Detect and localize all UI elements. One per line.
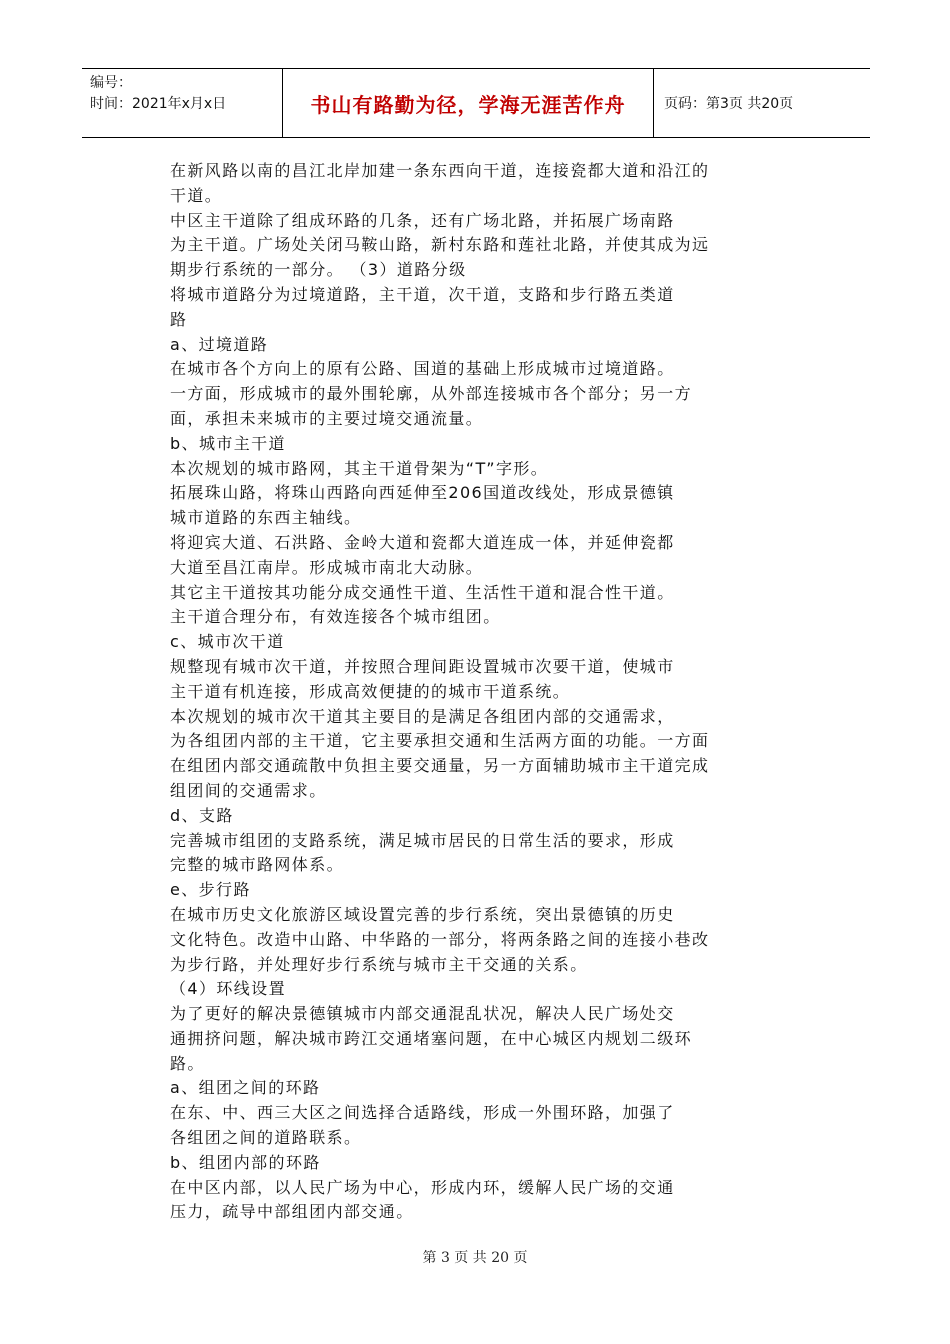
body-line: 面，承担未来城市的主要过境交通流量。 [170, 408, 484, 428]
body-line: 在东、中、西三大区之间选择合适路线，形成一外围环路，加强了 [170, 1103, 675, 1123]
body-line: 在城市历史文化旅游区域设置完善的步行系统，突出景德镇的历史 [170, 904, 675, 924]
body-line: a、过境道路 [170, 334, 269, 354]
body-line: 本次规划的城市次干道其主要目的是满足各组团内部的交通需求， [170, 706, 675, 726]
body-line: 期步行系统的一部分。 （3）道路分级 [170, 260, 467, 280]
body-line: 为主干道。广场处关闭马鞍山路，新村东路和莲社北路，并使其成为远 [170, 235, 710, 255]
document-body [170, 159, 782, 1225]
body-line: 中区主干道除了组成环路的几条，还有广场北路，并拓展广场南路 [170, 210, 675, 230]
body-line: 城市道路的东西主轴线。 [170, 508, 362, 528]
page-footer: 第 3 页 共 20 页 [422, 1250, 528, 1266]
body-line: 主干道有机连接，形成高效便捷的的城市干道系统。 [170, 681, 571, 701]
header-page-code: 页码：第3页 共20页 [664, 96, 794, 112]
body-line: 各组团之间的道路联系。 [170, 1128, 362, 1148]
body-line: 在组团内部交通疏散中负担主要交通量，另一方面辅助城市主干道完成 [170, 756, 710, 776]
body-line: 压力，疏导中部组团内部交通。 [170, 1202, 414, 1222]
body-line: e、步行路 [170, 880, 251, 900]
body-line: 大道至昌江南岸。形成城市南北大动脉。 [170, 557, 484, 577]
body-line: 完整的城市路网体系。 [170, 855, 345, 875]
body-line: （4）环线设置 [170, 979, 286, 999]
body-line: c、城市次干道 [170, 632, 285, 652]
body-line: 主干道合理分布，有效连接各个城市组团。 [170, 607, 501, 627]
header-meta [82, 69, 282, 137]
header-motto: 书山有路勤为径，学海无涯苦作舟 [310, 92, 626, 117]
body-line: 干道。 [170, 185, 223, 205]
body-line: 为各组团内部的主干道，它主要承担交通和生活两方面的功能。一方面 [170, 731, 710, 751]
body-line: 在中区内部，以人民广场为中心，形成内环，缓解人民广场的交通 [170, 1177, 675, 1197]
body-line: 在新风路以南的昌江北岸加建一条东西向干道，连接瓷都大道和沿江的 [170, 161, 710, 180]
document-number-label: 编号： [90, 75, 132, 91]
body-line: 通拥挤问题，解决城市跨江交通堵塞问题，在中心城区内规划二级环 [170, 1028, 693, 1048]
body-line: 本次规划的城市路网，其主干道骨架为“T”字形。 [170, 458, 549, 478]
body-line: 在城市各个方向上的原有公路、国道的基础上形成城市过境道路。 [170, 359, 675, 379]
body-line: 将迎宾大道、石洪路、金岭大道和瓷都大道连成一体，并延伸瓷都 [170, 532, 675, 552]
body-line: a、组团之间的环路 [170, 1078, 321, 1098]
body-line: 完善城市组团的支路系统，满足城市居民的日常生活的要求，形成 [170, 830, 675, 850]
body-line: 路 [170, 309, 188, 329]
body-line: 为了更好的解决景德镇城市内部交通混乱状况，解决人民广场处交 [170, 1004, 675, 1024]
body-line: 其它主干道按其功能分成交通性干道、生活性干道和混合性干道。 [170, 582, 675, 602]
body-line: 一方面，形成城市的最外围轮廓，从外部连接城市各个部分；另一方 [170, 384, 693, 404]
page-header [82, 68, 870, 138]
body-line: b、组团内部的环路 [170, 1152, 321, 1172]
body-line: 规整现有城市次干道，并按照合理间距设置城市次要干道，使城市 [170, 656, 675, 676]
body-line: 组团间的交通需求。 [170, 780, 327, 800]
body-line: d、支路 [170, 805, 234, 825]
body-line: 拓展珠山路，将珠山西路向西延伸至206国道改线处，形成景德镇 [170, 483, 675, 503]
body-line: 将城市道路分为过境道路，主干道，次干道，支路和步行路五类道 [170, 284, 675, 304]
header-page-code-cell [654, 69, 870, 137]
body-line: 文化特色。改造中山路、中华路的一部分，将两条路之间的连接小巷改 [170, 929, 710, 949]
body-line: 为步行路，并处理好步行系统与城市主干交通的关系。 [170, 954, 588, 974]
body-line: 路。 [170, 1053, 205, 1073]
body-line: b、城市主干道 [170, 433, 286, 453]
document-date-label: 时间：2021年x月x日 [90, 96, 227, 112]
header-motto-cell [282, 69, 654, 137]
